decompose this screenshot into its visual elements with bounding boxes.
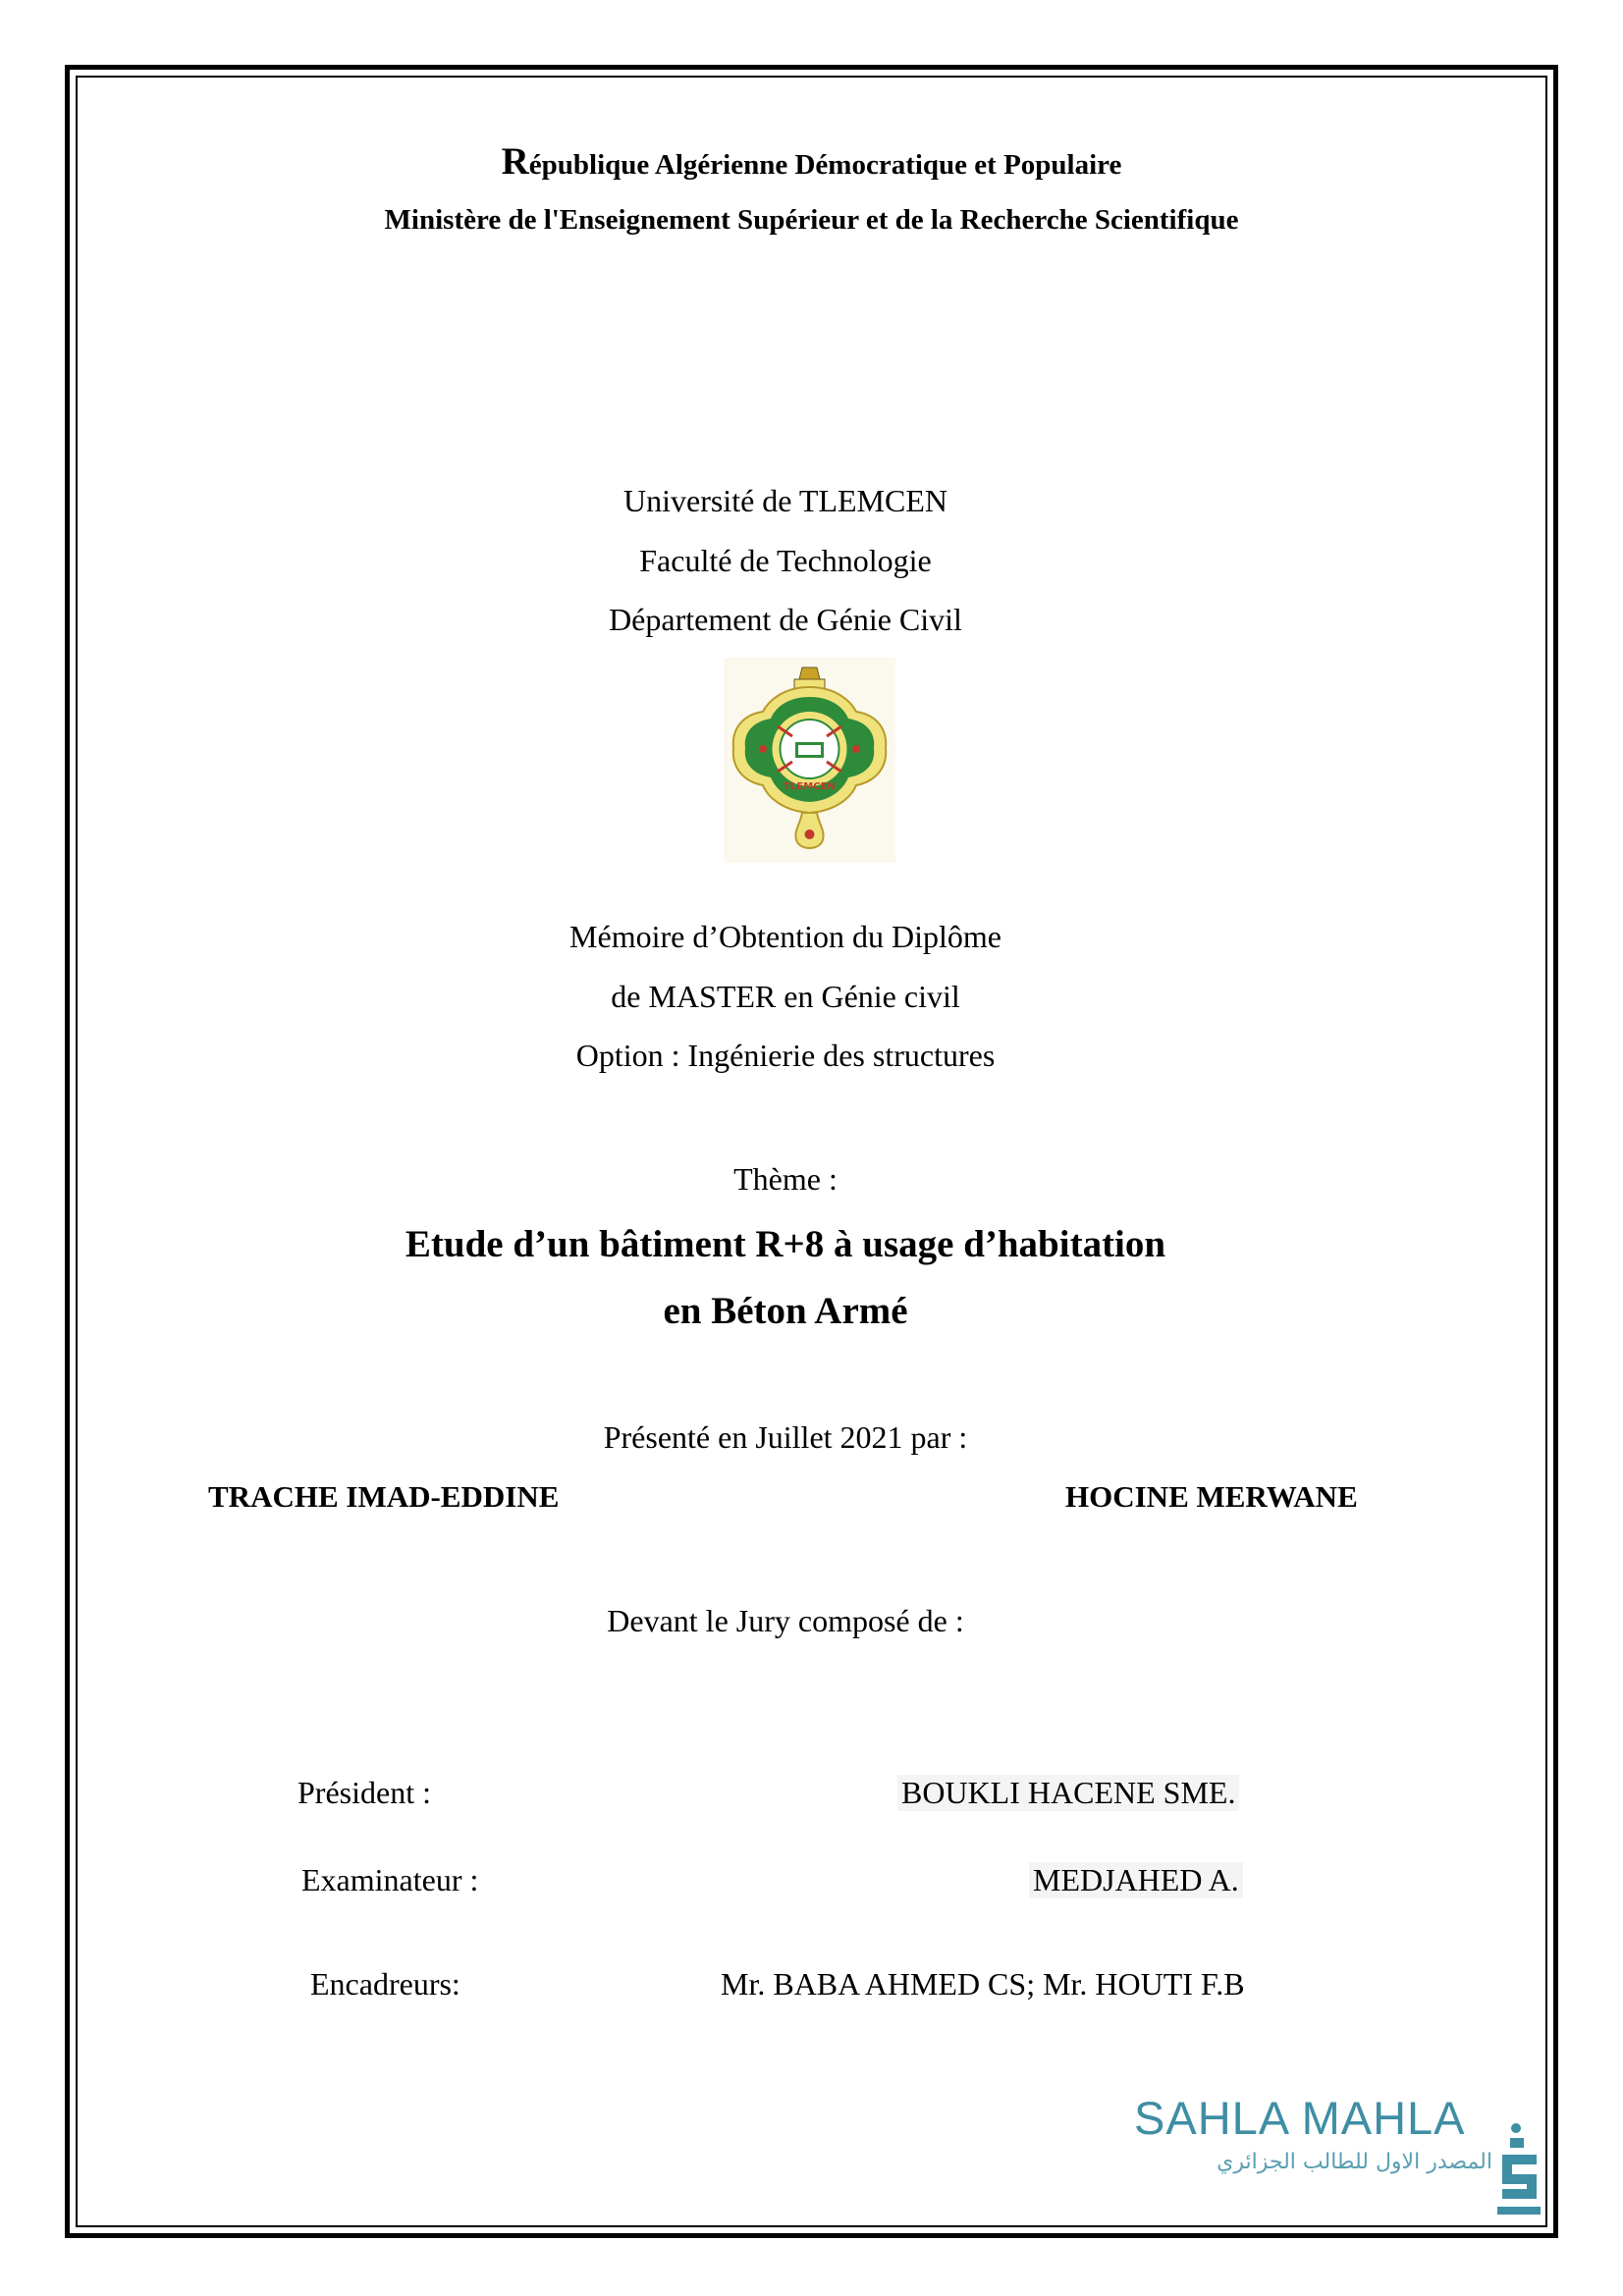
watermark-brand: SAHLA MAHLA — [1134, 2092, 1466, 2144]
department-name: Département de Génie Civil — [609, 602, 962, 637]
watermark-logo-icon — [1492, 2120, 1551, 2228]
watermark-tagline: المصدر الاول للطالب الجزائري — [1217, 2150, 1492, 2174]
ministry-heading: Ministère de l'Enseignement Supérieur et de la Recherche Scientifique — [384, 204, 1239, 236]
diploma-option: Option : Ingénierie des structures — [575, 1038, 996, 1073]
diploma-line2: de MASTER en Génie civil — [611, 979, 960, 1014]
university-name: Université de TLEMCEN — [622, 483, 947, 518]
jury-name-president: BOUKLI HACENE SME. — [897, 1775, 1239, 1811]
theme-label: Thème : — [733, 1161, 838, 1197]
thesis-title-line2: en Béton Armé — [663, 1290, 908, 1332]
jury-intro: Devant le Jury composé de : — [607, 1603, 964, 1638]
author-2: HOCINE MERWANE — [1065, 1479, 1358, 1514]
university-crest-icon — [724, 658, 895, 863]
page-border-inner — [76, 76, 1547, 2227]
presented-by: Présenté en Juillet 2021 par : — [603, 1419, 968, 1455]
republic-rest: épublique Algérienne Démocratique et Populaire — [528, 149, 1122, 181]
thesis-title-line1: Etude d’un bâtiment R+8 à usage d’habitation — [405, 1223, 1166, 1265]
republic-first-letter: R — [501, 140, 529, 183]
jury-role-president: Président : — [298, 1775, 431, 1810]
faculty-name: Faculté de Technologie — [639, 543, 932, 578]
diploma-line1: Mémoire d’Obtention du Diplôme — [569, 919, 1001, 954]
author-1: TRACHE IMAD-EDDINE — [208, 1479, 560, 1514]
jury-name-examiner: MEDJAHED A. — [1029, 1862, 1243, 1898]
jury-role-supervisors: Encadreurs: — [310, 1966, 460, 2002]
jury-name-supervisors: Mr. BABA AHMED CS; Mr. HOUTI F.B — [721, 1966, 1245, 2002]
jury-role-examiner: Examinateur : — [301, 1862, 479, 1897]
crest-text: TLEMCEN — [784, 781, 836, 792]
republic-heading — [0, 139, 1623, 184]
